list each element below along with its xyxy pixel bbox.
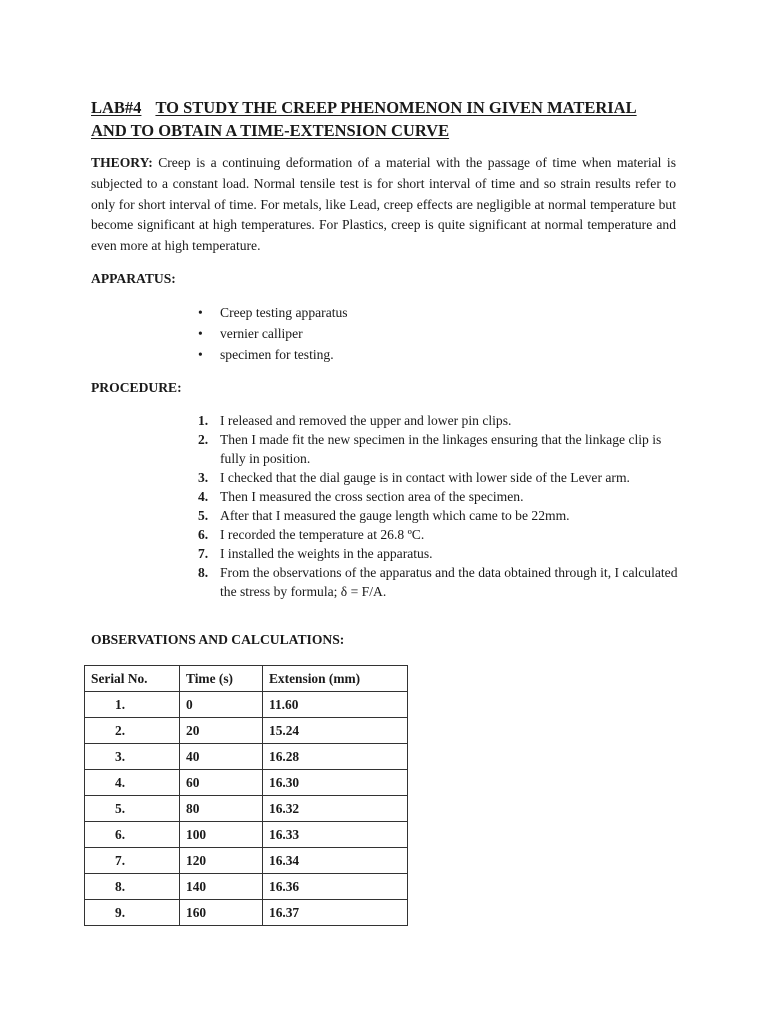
bullet-icon: • (198, 347, 203, 362)
apparatus-item (198, 344, 348, 365)
step-text: I installed the weights in the apparatus. (220, 546, 433, 561)
observations-title: OBSERVATIONS AND CALCULATIONS: (91, 632, 345, 647)
time-cell: 100 (180, 822, 263, 848)
serial-cell: 6. (85, 822, 180, 848)
table-row (85, 874, 408, 900)
extension-cell: 16.34 (263, 848, 408, 874)
extension-cell: 16.32 (263, 796, 408, 822)
table-row (85, 900, 408, 926)
column-header-time: Time (s) (180, 666, 263, 692)
step-text: I recorded the temperature at 26.8 ºC. (220, 527, 425, 542)
serial-cell: 4. (85, 770, 180, 796)
extension-cell: 16.30 (263, 770, 408, 796)
apparatus-item (198, 302, 348, 323)
step-number: 8. (198, 565, 209, 580)
table-header-row (85, 666, 408, 692)
heading-line-2: AND TO OBTAIN A TIME-EXTENSION CURVE (91, 121, 450, 140)
step-text: From the observations of the apparatus and the data obtained through it, I calculated the stress by formula; δ = F/A. (220, 565, 678, 599)
extension-cell: 16.33 (263, 822, 408, 848)
serial-cell: 2. (85, 718, 180, 744)
procedure-step (198, 468, 678, 487)
extension-cell: 16.37 (263, 900, 408, 926)
extension-cell: 11.60 (263, 692, 408, 718)
table-row (85, 744, 408, 770)
time-cell: 80 (180, 796, 263, 822)
step-number: 1. (198, 413, 209, 428)
serial-cell: 7. (85, 848, 180, 874)
lab-number: LAB#4 (91, 98, 142, 117)
procedure-step (198, 544, 678, 563)
column-header-serial: Serial No. (85, 666, 180, 692)
procedure-title: PROCEDURE: (91, 380, 182, 395)
table-row (85, 770, 408, 796)
step-number: 5. (198, 508, 209, 523)
procedure-step (198, 487, 678, 506)
time-cell: 160 (180, 900, 263, 926)
procedure-step (198, 430, 678, 468)
table-row (85, 718, 408, 744)
procedure-step (198, 563, 678, 601)
step-number: 2. (198, 432, 209, 447)
procedure-step (198, 411, 678, 430)
apparatus-item (198, 323, 348, 344)
step-number: 3. (198, 470, 209, 485)
apparatus-list (198, 302, 348, 365)
time-cell: 20 (180, 718, 263, 744)
theory-text: Creep is a continuing deformation of a material with the passage of time when material is subjected to a constant load. Normal tensile test is for short interval of time and so strain results refer to only for short interval of time. For metals, like Lead, creep effects are negligible at normal temperature but become significant at high temperatures. For Plastics, creep is quite significant at normal temperature and even more at high temperature. (91, 155, 676, 254)
heading-line-1 (91, 96, 691, 119)
step-text: After that I measured the gauge length which came to be 22mm. (220, 508, 570, 523)
apparatus-item-text: Creep testing apparatus (220, 305, 348, 320)
serial-cell: 9. (85, 900, 180, 926)
column-header-extension: Extension (mm) (263, 666, 408, 692)
time-cell: 120 (180, 848, 263, 874)
extension-cell: 16.36 (263, 874, 408, 900)
serial-cell: 8. (85, 874, 180, 900)
procedure-step (198, 506, 678, 525)
procedure-list (198, 411, 678, 601)
extension-cell: 15.24 (263, 718, 408, 744)
step-text: I released and removed the upper and lower pin clips. (220, 413, 512, 428)
apparatus-item-text: vernier calliper (220, 326, 303, 341)
bullet-icon: • (198, 305, 203, 320)
extension-cell: 16.28 (263, 744, 408, 770)
serial-cell: 3. (85, 744, 180, 770)
lab-heading (91, 96, 691, 142)
table-row (85, 796, 408, 822)
theory-paragraph (91, 153, 676, 257)
table-row (85, 822, 408, 848)
step-text: I checked that the dial gauge is in contact with lower side of the Lever arm. (220, 470, 630, 485)
serial-cell: 5. (85, 796, 180, 822)
serial-cell: 1. (85, 692, 180, 718)
table-row (85, 848, 408, 874)
apparatus-item-text: specimen for testing. (220, 347, 334, 362)
procedure-step (198, 525, 678, 544)
step-number: 7. (198, 546, 209, 561)
observations-table (84, 665, 408, 926)
step-text: Then I measured the cross section area of the specimen. (220, 489, 524, 504)
table-row (85, 692, 408, 718)
step-number: 4. (198, 489, 209, 504)
bullet-icon: • (198, 326, 203, 341)
time-cell: 0 (180, 692, 263, 718)
step-text: Then I made fit the new specimen in the linkages ensuring that the linkage clip is fully in position. (220, 432, 662, 466)
time-cell: 140 (180, 874, 263, 900)
time-cell: 60 (180, 770, 263, 796)
step-number: 6. (198, 527, 209, 542)
time-cell: 40 (180, 744, 263, 770)
heading-title-part-1: TO STUDY THE CREEP PHENOMENON IN GIVEN MATERIAL (155, 98, 637, 117)
theory-label: THEORY: (91, 155, 153, 170)
apparatus-title: APPARATUS: (91, 271, 176, 286)
